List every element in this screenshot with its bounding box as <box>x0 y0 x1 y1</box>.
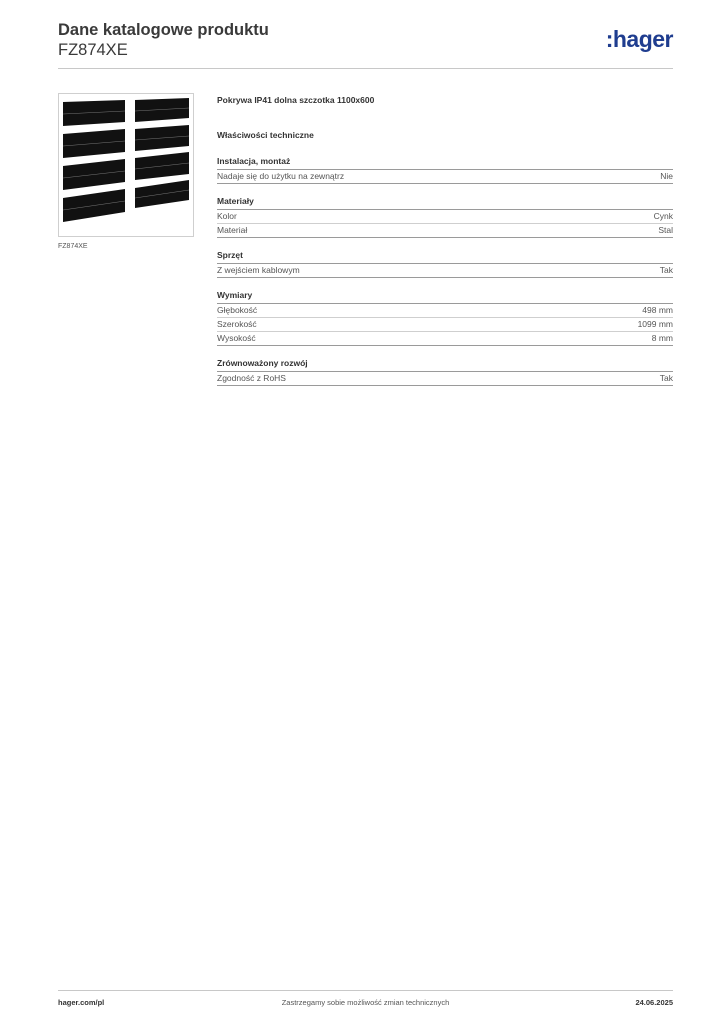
spec-row <box>217 304 673 318</box>
section-title: Zrównoważony rozwój <box>217 358 673 372</box>
spec-row <box>217 170 673 184</box>
spec-row <box>217 318 673 332</box>
spec-section <box>217 358 673 386</box>
spec-section <box>217 290 673 346</box>
product-code: FZ874XE <box>58 41 128 59</box>
disclaimer-text: Zastrzegamy sobie możliwość zmian technicznych <box>281 998 450 1007</box>
spec-label: Wysokość <box>217 333 256 343</box>
spec-section <box>217 250 673 278</box>
spec-label: Szerokość <box>217 319 257 329</box>
section-title: Wymiary <box>217 290 673 304</box>
spec-value: Tak <box>659 373 673 383</box>
spec-value: Tak <box>659 265 673 275</box>
spec-row <box>217 210 673 224</box>
spec-value: 8 mm <box>651 333 673 343</box>
section-title: Materiały <box>217 196 673 210</box>
product-name: Pokrywa IP41 dolna szczotka 1100x600 <box>217 95 375 105</box>
brush-cover-illustration <box>59 94 193 236</box>
spec-label: Nadaje się do użytku na zewnątrz <box>217 171 345 181</box>
page-header <box>58 20 673 68</box>
spec-row <box>217 332 673 346</box>
properties-heading: Właściwości techniczne <box>217 130 314 140</box>
document-date: 24.06.2025 <box>635 998 673 1007</box>
image-caption: FZ874XE <box>58 243 88 250</box>
section-title: Instalacja, montaż <box>217 156 673 170</box>
spec-row <box>217 372 673 386</box>
spec-value: 498 mm <box>642 305 673 315</box>
page-footer <box>58 998 673 1010</box>
spec-row <box>217 264 673 278</box>
spec-section <box>217 196 673 238</box>
spec-label: Kolor <box>217 211 237 221</box>
spec-label: Głębokość <box>217 305 258 315</box>
product-image <box>58 93 194 237</box>
spec-label: Z wejściem kablowym <box>217 265 300 275</box>
page-title: Dane katalogowe produktu <box>58 21 269 39</box>
spec-row <box>217 224 673 238</box>
header-divider <box>58 68 673 69</box>
spec-value: 1099 mm <box>637 319 673 329</box>
spec-label: Materiał <box>217 225 248 235</box>
spec-label: Zgodność z RoHS <box>217 373 286 383</box>
website-link[interactable]: hager.com/pl <box>58 998 105 1007</box>
hager-logo: :hager <box>605 26 673 52</box>
spec-value: Stal <box>658 225 673 235</box>
footer-divider <box>58 990 673 991</box>
section-title: Sprzęt <box>217 250 673 264</box>
spec-content <box>217 95 673 386</box>
spec-value: Nie <box>660 171 673 181</box>
spec-section <box>217 156 673 184</box>
spec-value: Cynk <box>653 211 673 221</box>
